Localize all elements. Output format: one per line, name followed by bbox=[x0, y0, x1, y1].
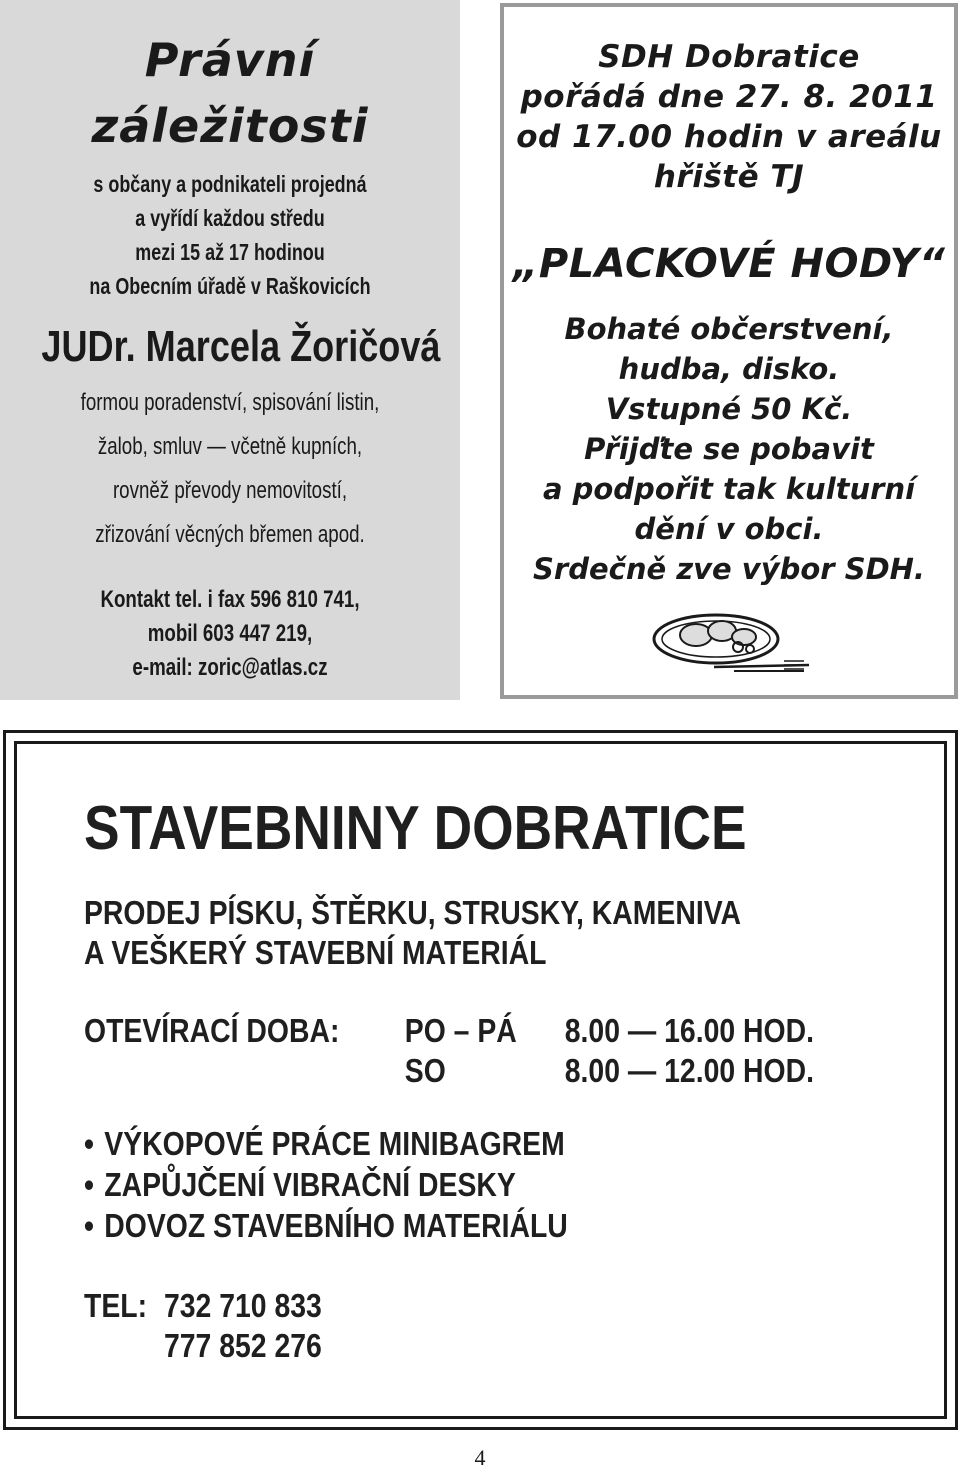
hours-days: SO bbox=[404, 1052, 446, 1089]
ad-title: STAVEBNINY DOBRATICE bbox=[84, 794, 747, 863]
event-date: pořádá dne 27. 8. 2011 bbox=[520, 79, 938, 115]
event-body-line: Srdečně zve výbor SDH. bbox=[533, 552, 925, 586]
contact-phone-fax: Kontakt tel. i fax 596 810 741, bbox=[100, 586, 360, 613]
building-supplies-ad bbox=[3, 730, 958, 1430]
phone-list bbox=[164, 1286, 322, 1366]
legal-service-line: zřizování věcných břemen apod. bbox=[95, 521, 365, 548]
event-body-line: Přijďte se pobavit bbox=[584, 432, 874, 466]
legal-title-line2: záležitosti bbox=[91, 99, 369, 153]
event-box bbox=[500, 3, 958, 699]
tel-label: TEL: bbox=[84, 1287, 148, 1324]
legal-contact bbox=[51, 583, 410, 685]
ad-service-item: • VÝKOPOVÉ PRÁCE MINIBAGREM bbox=[84, 1123, 814, 1164]
legal-intro-line: na Obecním úřadě v Raškovicích bbox=[89, 273, 371, 299]
legal-service-line: žalob, smluv — včetně kupních, bbox=[97, 433, 363, 460]
legal-title bbox=[0, 27, 460, 159]
ad-subtitle-line: PRODEJ PÍSKU, ŠTĚRKU, STRUSKY, KAMENIVA bbox=[84, 894, 742, 931]
event-organizer: SDH Dobratice bbox=[598, 39, 860, 75]
contact-mobile: mobil 603 447 219, bbox=[147, 620, 313, 647]
legal-services-list bbox=[51, 381, 410, 557]
ad-content bbox=[84, 793, 933, 1366]
event-title: „PLACKOVÉ HODY“ bbox=[512, 241, 946, 287]
opening-hours bbox=[84, 1011, 814, 1091]
legal-services-box bbox=[0, 0, 460, 700]
hours-label: OTEVÍRACÍ DOBA: bbox=[84, 1012, 340, 1049]
phone-number: 732 710 833 bbox=[163, 1287, 322, 1324]
hours-label-spacer bbox=[84, 1051, 405, 1091]
ad-services bbox=[84, 1123, 814, 1246]
legal-intro bbox=[51, 167, 410, 303]
event-place: hřiště TJ bbox=[653, 159, 805, 195]
contact-email: e-mail: zoric@atlas.cz bbox=[132, 654, 328, 681]
lawyer-name: JUDr. Marcela Žoričová bbox=[41, 322, 441, 371]
event-time: od 17.00 hodin v areálu bbox=[516, 119, 942, 155]
event-body bbox=[504, 309, 954, 589]
event-body-line: a podpořit tak kulturní bbox=[542, 472, 916, 506]
legal-service-line: formou poradenství, spisování listin, bbox=[80, 389, 380, 416]
phone-number: 777 852 276 bbox=[163, 1327, 322, 1364]
ad-service-item: • ZAPŮJČENÍ VIBRAČNÍ DESKY bbox=[84, 1164, 814, 1205]
hours-days: PO – PÁ bbox=[404, 1012, 517, 1049]
event-body-line: Vstupné 50 Kč. bbox=[605, 392, 853, 426]
legal-title-line1: Právní bbox=[144, 33, 316, 87]
legal-intro-line: mezi 15 až 17 hodinou bbox=[135, 239, 325, 265]
legal-service-line: rovněž převody nemovitostí, bbox=[112, 477, 348, 504]
legal-intro-line: s občany a podnikateli projedná bbox=[93, 171, 367, 197]
ad-subtitle-line: A VEŠKERÝ STAVEBNÍ MATERIÁL bbox=[84, 934, 547, 971]
event-body-line: Bohaté občerstvení, bbox=[564, 312, 894, 346]
event-header bbox=[504, 37, 954, 197]
event-body-line: hudba, disko. bbox=[618, 352, 840, 386]
legal-intro-line: a vyřídí každou středu bbox=[135, 205, 325, 231]
plate-of-food-icon bbox=[644, 599, 814, 679]
page-number: 4 bbox=[474, 1445, 486, 1470]
hours-time: 8.00 — 12.00 HOD. bbox=[564, 1052, 814, 1089]
hours-time: 8.00 — 16.00 HOD. bbox=[564, 1012, 814, 1049]
hours-row bbox=[84, 1011, 814, 1051]
hours-row bbox=[84, 1051, 814, 1091]
ad-service-item: • DOVOZ STAVEBNÍHO MATERIÁLU bbox=[84, 1205, 814, 1246]
ad-subtitle bbox=[84, 893, 814, 973]
event-body-line: dění v obci. bbox=[634, 512, 824, 546]
ad-phones bbox=[84, 1286, 814, 1366]
